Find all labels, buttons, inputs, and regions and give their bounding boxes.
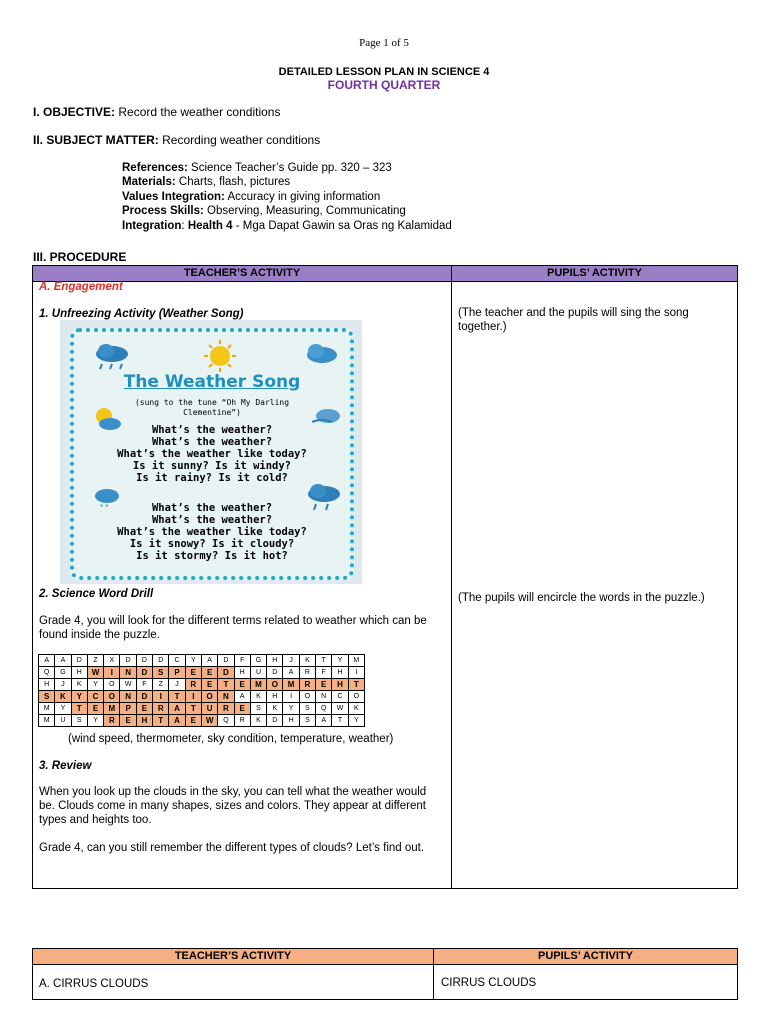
puzzle-row [39,667,365,679]
puzzle-cell[interactable]: O [104,679,120,691]
puzzle-cell[interactable]: D [267,667,283,679]
verse-1-line-5: Is it rainy? Is it cold? [136,472,288,484]
review-paragraph-2: Grade 4, can you still remember the different types of clouds? Let’s find out. [39,842,425,854]
puzzle-cell[interactable]: O [267,679,283,691]
puzzle-cell[interactable]: T [185,703,201,715]
puzzle-cell[interactable]: E [87,703,103,715]
puzzle-cell[interactable]: K [348,703,364,715]
puzzle-cell[interactable]: J [283,655,299,667]
puzzle-cell[interactable]: N [218,691,234,703]
puzzle-cell[interactable]: W [332,703,348,715]
verse-1-line-1: What’s the weather? [151,424,273,436]
puzzle-cell[interactable]: A [55,655,71,667]
review-heading: 3. Review [39,760,92,772]
puzzle-cell[interactable]: M [283,679,299,691]
puzzle-cell[interactable]: Y [87,679,103,691]
puzzle-cell[interactable]: S [299,715,315,727]
puzzle-cell[interactable]: K [299,655,315,667]
puzzle-row [39,703,365,715]
unfreezing-heading: 1. Unfreezing Activity (Weather Song) [39,308,244,320]
puzzle-cell[interactable]: T [332,715,348,727]
puzzle-cell[interactable]: D [218,655,234,667]
process-skills-label: Process Skills: [122,205,204,218]
puzzle-cell[interactable]: T [218,679,234,691]
puzzle-cell[interactable]: Q [316,703,332,715]
puzzle-cell[interactable]: I [153,691,169,703]
integration-label: Integration [122,219,182,232]
puzzle-cell[interactable]: U [250,667,266,679]
puzzle-cell[interactable]: Y [87,715,103,727]
puzzle-row [39,691,365,703]
puzzle-cell[interactable]: C [169,655,185,667]
puzzle-cell[interactable]: D [136,667,152,679]
integration-sep: : [181,219,188,232]
puzzle-cell[interactable]: A [234,691,250,703]
puzzle-cell[interactable]: Y [185,655,201,667]
puzzle-cell[interactable]: S [299,703,315,715]
puzzle-cell[interactable]: E [201,667,217,679]
references-label: References: [122,162,188,174]
puzzle-cell[interactable]: S [250,703,266,715]
puzzle-cell[interactable]: D [136,691,152,703]
puzzle-cell[interactable]: K [267,703,283,715]
document-title: DETAILED LESSON PLAN IN SCIENCE 4 [278,66,490,78]
puzzle-cell[interactable]: P [120,703,136,715]
teacher-activity-header-2: TEACHER’S ACTIVITY [174,950,292,962]
puzzle-cell[interactable]: K [71,679,87,691]
puzzle-cell[interactable]: D [136,655,152,667]
puzzle-cell[interactable]: Y [71,691,87,703]
pupils-activity-header-2: PUPILS’ ACTIVITY [538,950,633,962]
puzzle-cell[interactable]: R [299,679,315,691]
puzzle-row [39,655,365,667]
poster-title: The Weather Song [123,372,301,392]
puzzle-cell[interactable]: R [104,715,120,727]
puzzle-cell[interactable]: F [136,679,152,691]
puzzle-cell[interactable]: O [348,691,364,703]
puzzle-cell[interactable]: R [153,703,169,715]
puzzle-cell[interactable]: J [55,679,71,691]
puzzle-cell[interactable]: Y [348,715,364,727]
verse-2-line-5: Is it stormy? Is it hot? [136,550,288,562]
integration-line [122,219,452,233]
puzzle-cell[interactable]: G [55,667,71,679]
puzzle-cell[interactable]: P [169,667,185,679]
puzzle-cell[interactable]: A [201,655,217,667]
puzzle-cell[interactable]: I [104,667,120,679]
verse-1-line-4: Is it sunny? Is it windy? [132,460,292,472]
rain-cloud-icon [92,342,132,370]
puzzle-cell[interactable]: T [71,703,87,715]
poster-frame [70,328,354,580]
activity-table-header [33,266,737,282]
puzzle-cell[interactable]: Z [87,655,103,667]
puzzle-cell[interactable]: E [201,679,217,691]
puzzle-cell[interactable]: H [71,667,87,679]
cirrus-pupils-cell: CIRRUS CLOUDS [441,977,537,989]
puzzle-cell[interactable]: A [169,715,185,727]
puzzle-cell[interactable]: H [234,667,250,679]
puzzle-cell[interactable]: W [201,715,217,727]
drill-instructions: Grade 4, you will look for the different terms related to weather which can be found inside the puzzle. [39,615,427,641]
word-drill-heading: 2. Science Word Drill [39,588,154,600]
puzzle-cell[interactable]: N [120,691,136,703]
puzzle-cell[interactable]: H [39,679,55,691]
puzzle-cell[interactable]: H [267,691,283,703]
subject-matter-label: II. SUBJECT MATTER: [33,133,159,147]
column-divider-2 [433,949,434,999]
references-line [122,161,452,175]
subject-matter-line [33,133,320,147]
integration-subject: Health 4 [187,219,233,232]
puzzle-cell[interactable]: F [234,655,250,667]
puzzle-cell[interactable]: D [218,667,234,679]
puzzle-row [39,679,365,691]
puzzle-cell[interactable]: E [136,703,152,715]
sun-icon [202,340,238,372]
puzzle-cell[interactable]: U [201,703,217,715]
verse-2-line-1: What’s the weather? [151,502,273,514]
engagement-heading: A. Engagement [39,281,123,293]
puzzle-cell[interactable]: D [120,655,136,667]
values-line [122,190,452,204]
puzzle-cell[interactable]: F [316,667,332,679]
puzzle-cell[interactable]: E [120,715,136,727]
quarter-label: FOURTH QUARTER [327,78,441,92]
puzzle-cell[interactable]: T [169,691,185,703]
materials-label: Materials: [122,176,176,189]
puzzle-cell[interactable]: I [283,691,299,703]
values-label: Values Integration: [122,190,225,203]
pupils-sing-text: (The teacher and the pupils will sing the song together.) [458,307,689,333]
poster-verse-2 [74,502,350,562]
word-search-puzzle [38,654,365,727]
values-text: Accuracy in giving information [227,190,381,203]
puzzle-cell[interactable]: M [39,715,55,727]
verse-2-line-3: What’s the weather like today? [117,526,307,538]
svg-text:* *: * * [100,503,109,512]
puzzle-cell[interactable]: R [299,667,315,679]
puzzle-cell[interactable]: X [104,655,120,667]
process-skills-text: Observing, Measuring, Communicating [207,205,406,218]
puzzle-cell[interactable]: E [185,667,201,679]
cirrus-teacher-cell: A. CIRRUS CLOUDS [39,978,149,990]
puzzle-cell[interactable]: R [218,703,234,715]
poster-subtitle-line-1: (sung to the tune “Oh My Darling [134,398,290,407]
puzzle-cell[interactable]: M [39,703,55,715]
puzzle-cell[interactable]: K [250,715,266,727]
puzzle-cell[interactable]: E [185,715,201,727]
puzzle-cell[interactable]: K [55,691,71,703]
clouds-table [32,948,738,1000]
column-divider [451,266,452,888]
puzzle-cell[interactable]: A [169,703,185,715]
puzzle-answers: (wind speed, thermometer, sky condition, temperature, weather) [68,733,394,745]
puzzle-cell[interactable]: E [234,703,250,715]
clouds-table-header [33,949,737,965]
puzzle-cell[interactable]: Y [332,655,348,667]
materials-line [122,175,452,189]
puzzle-cell[interactable]: H [332,679,348,691]
verse-1-line-2: What’s the weather? [151,436,273,448]
puzzle-cell[interactable]: I [185,691,201,703]
puzzle-cell[interactable]: C [332,691,348,703]
materials-text: Charts, flash, pictures [178,176,291,189]
puzzle-cell[interactable]: J [169,679,185,691]
weather-song-poster [60,320,362,584]
teacher-activity-header: TEACHER’S ACTIVITY [183,267,301,279]
puzzle-cell[interactable]: A [316,715,332,727]
objective-label: I. OBJECTIVE: [33,105,116,119]
verse-2-line-2: What’s the weather? [151,514,273,526]
puzzle-cell[interactable]: Y [55,703,71,715]
subject-matter-text: Recording weather conditions [162,133,321,147]
puzzle-cell[interactable]: W [120,679,136,691]
puzzle-cell[interactable]: G [250,655,266,667]
puzzle-cell[interactable]: E [234,679,250,691]
puzzle-cell[interactable]: T [348,679,364,691]
poster-verse-1 [74,424,350,484]
puzzle-cell[interactable]: D [71,655,87,667]
puzzle-cell[interactable]: Y [283,703,299,715]
puzzle-cell[interactable]: S [153,667,169,679]
poster-subtitle-line-2: Clementine”) [183,408,241,417]
puzzle-cell[interactable]: T [153,715,169,727]
review-paragraph-1: When you look up the clouds in the sky, you can tell what the weather would be. Clouds come in many shapes, sizes and colors. They appear at different types and heights too. [39,786,427,826]
puzzle-cell[interactable]: H [267,655,283,667]
puzzle-cell[interactable]: M [250,679,266,691]
puzzle-cell[interactable]: N [120,667,136,679]
puzzle-cell[interactable]: I [348,667,364,679]
puzzle-cell[interactable]: H [283,715,299,727]
puzzle-cell[interactable]: E [316,679,332,691]
puzzle-cell[interactable]: A [39,655,55,667]
cloud-icon [300,340,340,368]
pupils-encircle-text: (The pupils will encircle the words in the puzzle.) [458,592,705,604]
page-number: Page 1 of 5 [359,37,409,49]
puzzle-cell[interactable]: O [299,691,315,703]
puzzle-cell[interactable]: K [250,691,266,703]
puzzle-cell[interactable]: S [71,715,87,727]
verse-2-line-4: Is it snowy? Is it cloudy? [129,538,295,550]
puzzle-cell[interactable]: O [104,691,120,703]
puzzle-cell[interactable]: D [267,715,283,727]
puzzle-cell[interactable]: M [348,655,364,667]
puzzle-cell[interactable]: Z [153,679,169,691]
puzzle-cell[interactable]: U [55,715,71,727]
puzzle-cell[interactable]: H [136,715,152,727]
puzzle-cell[interactable]: H [332,667,348,679]
puzzle-cell[interactable]: R [234,715,250,727]
puzzle-cell[interactable]: R [185,679,201,691]
puzzle-cell[interactable]: M [104,703,120,715]
verse-1-line-3: What’s the weather like today? [117,448,307,460]
puzzle-cell[interactable]: T [316,655,332,667]
objective-line [33,105,280,119]
puzzle-cell[interactable]: O [201,691,217,703]
puzzle-cell[interactable]: A [283,667,299,679]
puzzle-row [39,715,365,727]
puzzle-cell[interactable]: C [87,691,103,703]
puzzle-cell[interactable]: Q [218,715,234,727]
pupils-activity-header: PUPILS’ ACTIVITY [547,267,642,279]
puzzle-cell[interactable]: S [39,691,55,703]
integration-text: - Mga Dapat Gawin sa Oras ng Kalamidad [232,219,452,232]
references-block [122,161,452,233]
objective-text: Record the weather conditions [118,105,281,119]
puzzle-cell[interactable]: N [316,691,332,703]
procedure-heading: III. PROCEDURE [33,250,127,264]
process-skills-line [122,204,452,218]
puzzle-cell[interactable]: Q [39,667,55,679]
references-text: Science Teacher’s Guide pp. 320 – 323 [191,162,392,174]
puzzle-cell[interactable]: W [87,667,103,679]
puzzle-cell[interactable]: D [153,655,169,667]
